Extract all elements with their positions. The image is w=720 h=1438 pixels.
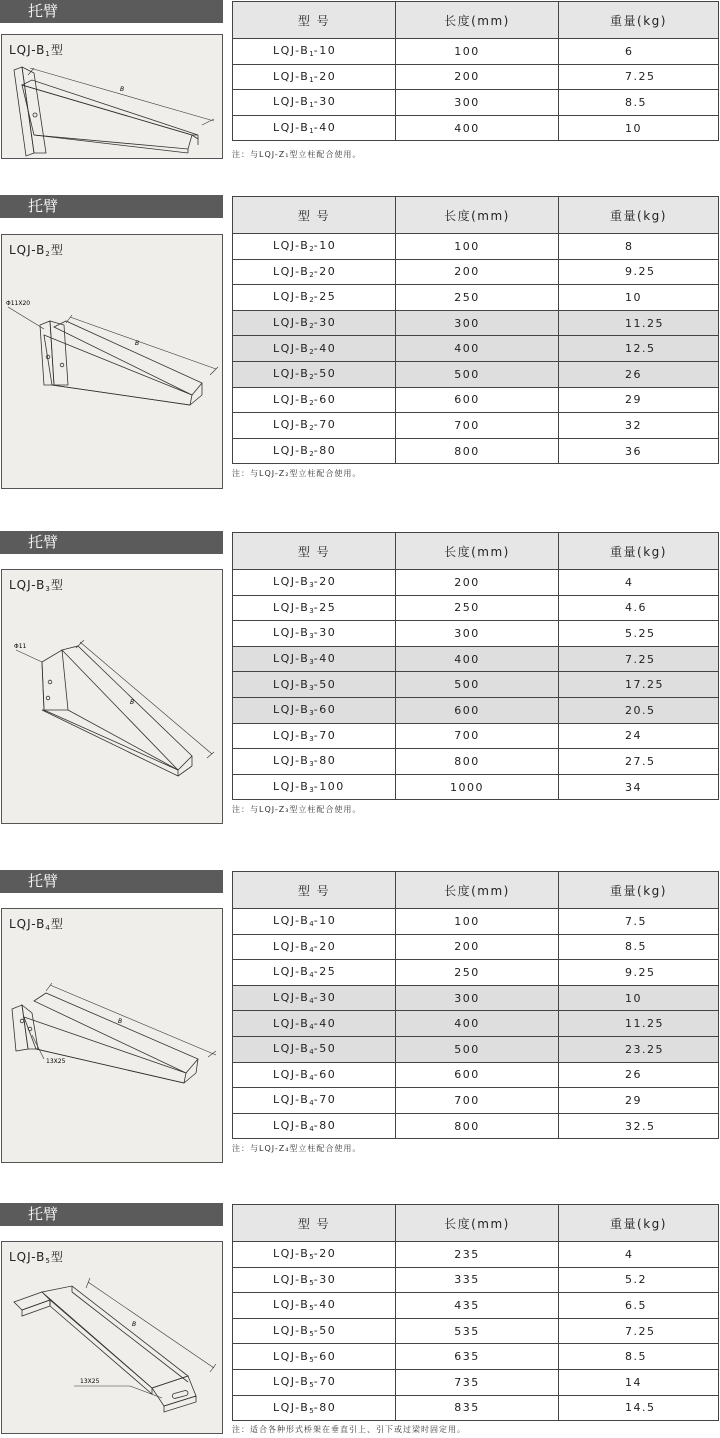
spec-table (232, 532, 719, 800)
cell-weight: 23.25 (559, 1036, 719, 1062)
cell-weight: 6 (559, 39, 719, 65)
table-row (233, 259, 719, 285)
cell-length: 200 (396, 259, 559, 285)
col-model: 型 号 (233, 872, 396, 909)
table-body (233, 570, 719, 800)
col-model: 型 号 (233, 533, 396, 570)
cell-weight: 14.5 (559, 1395, 719, 1421)
table-row (233, 934, 719, 960)
cell-model: LQJ-B5-20 (233, 1242, 396, 1268)
cell-length: 300 (396, 985, 559, 1011)
table-row (233, 1088, 719, 1114)
dim-label: B (130, 699, 135, 706)
figure-label: LQJ-$B_3$型 (9, 578, 64, 593)
table-body (233, 1242, 719, 1421)
cell-weight: 27.5 (559, 749, 719, 775)
cell-length: 1000 (396, 774, 559, 800)
cell-length: 400 (396, 1011, 559, 1037)
cell-weight: 11.25 (559, 1011, 719, 1037)
cell-weight: 26 (559, 1062, 719, 1088)
cell-model: LQJ-B2-40 (233, 336, 396, 362)
note-text: 注：与LQJ-Z₁型立柱配合使用。 (232, 150, 362, 159)
table-row (233, 774, 719, 800)
figure-label: LQJ-$B_4$型 (9, 917, 64, 932)
col-model: 型 号 (233, 197, 396, 234)
cell-weight: 8.5 (559, 1344, 719, 1370)
bracket-drawing (2, 570, 222, 823)
table-row (233, 595, 719, 621)
cell-length: 200 (396, 570, 559, 596)
col-weight: 重量(kg) (559, 2, 719, 39)
cell-weight: 14 (559, 1369, 719, 1395)
cell-weight: 7.25 (559, 1318, 719, 1344)
spec-table (232, 1, 719, 141)
cell-length: 500 (396, 361, 559, 387)
cell-weight: 9.25 (559, 259, 719, 285)
spec-table (232, 1204, 719, 1421)
col-length: 长度(mm) (396, 2, 559, 39)
spec-table (232, 871, 719, 1139)
section-header-tab: 托臂 (0, 1203, 223, 1226)
figure-panel (1, 234, 223, 489)
cell-length: 835 (396, 1395, 559, 1421)
cell-weight: 17.25 (559, 672, 719, 698)
cell-length: 335 (396, 1267, 559, 1293)
bracket-drawing (2, 235, 222, 488)
cell-model: LQJ-B4-70 (233, 1088, 396, 1114)
cell-weight: 36 (559, 438, 719, 464)
cell-model: LQJ-B3-60 (233, 697, 396, 723)
cell-model: LQJ-B4-30 (233, 985, 396, 1011)
cell-model: LQJ-B5-40 (233, 1293, 396, 1319)
cell-length: 235 (396, 1242, 559, 1268)
note-text: 注：与LQJ-Z₄型立柱配合使用。 (232, 1144, 362, 1153)
cell-length: 600 (396, 387, 559, 413)
cell-weight: 4 (559, 1242, 719, 1268)
cell-length: 435 (396, 1293, 559, 1319)
table-row (233, 64, 719, 90)
table-row (233, 672, 719, 698)
cell-weight: 6.5 (559, 1293, 719, 1319)
cell-model: LQJ-B1-30 (233, 90, 396, 116)
cell-weight: 5.2 (559, 1267, 719, 1293)
table-row (233, 1036, 719, 1062)
cell-weight: 8 (559, 234, 719, 260)
figure-panel (1, 34, 223, 159)
cell-model: LQJ-B2-50 (233, 361, 396, 387)
cell-length: 735 (396, 1369, 559, 1395)
cell-model: LQJ-B1-10 (233, 39, 396, 65)
cell-weight: 34 (559, 774, 719, 800)
cell-length: 250 (396, 595, 559, 621)
cell-weight: 29 (559, 1088, 719, 1114)
cell-model: LQJ-B5-70 (233, 1369, 396, 1395)
cell-model: LQJ-B2-30 (233, 310, 396, 336)
cell-length: 800 (396, 438, 559, 464)
cell-weight: 8.5 (559, 90, 719, 116)
cell-weight: 7.5 (559, 909, 719, 935)
table-row (233, 1011, 719, 1037)
cell-model: LQJ-B4-60 (233, 1062, 396, 1088)
section-header-tab: 托臂 (0, 0, 223, 23)
cell-length: 200 (396, 934, 559, 960)
cell-length: 100 (396, 909, 559, 935)
table-row (233, 570, 719, 596)
cell-model: LQJ-B4-25 (233, 960, 396, 986)
cell-weight: 20.5 (559, 697, 719, 723)
cell-model: LQJ-B3-40 (233, 646, 396, 672)
table-row (233, 234, 719, 260)
cell-length: 500 (396, 1036, 559, 1062)
table-row (233, 90, 719, 116)
cell-weight: 5.25 (559, 621, 719, 647)
section-header-tab: 托臂 (0, 531, 223, 554)
table-row (233, 1113, 719, 1139)
spec-table (232, 196, 719, 464)
table-row (233, 39, 719, 65)
cell-weight: 7.25 (559, 64, 719, 90)
cell-model: LQJ-B2-60 (233, 387, 396, 413)
table-header-row (233, 2, 719, 39)
cell-model: LQJ-B2-10 (233, 234, 396, 260)
cell-weight: 32.5 (559, 1113, 719, 1139)
table-row (233, 285, 719, 311)
cell-length: 700 (396, 1088, 559, 1114)
col-weight: 重量(kg) (559, 872, 719, 909)
cell-length: 400 (396, 336, 559, 362)
cell-model: LQJ-B3-20 (233, 570, 396, 596)
cell-weight: 29 (559, 387, 719, 413)
cell-model: LQJ-B4-10 (233, 909, 396, 935)
cell-model: LQJ-B4-20 (233, 934, 396, 960)
cell-model: LQJ-B3-100 (233, 774, 396, 800)
table-row (233, 310, 719, 336)
table-row (233, 723, 719, 749)
col-model: 型 号 (233, 1205, 396, 1242)
cell-model: LQJ-B3-80 (233, 749, 396, 775)
cell-weight: 4.6 (559, 595, 719, 621)
figure-label: LQJ-$B_1$型 (9, 43, 64, 58)
hole-label: 13X25 (80, 1378, 100, 1385)
figure-label: LQJ-$B_2$型 (9, 243, 64, 258)
table-row (233, 1395, 719, 1421)
cell-model: LQJ-B5-50 (233, 1318, 396, 1344)
table-header-row (233, 1205, 719, 1242)
cell-model: LQJ-B5-60 (233, 1344, 396, 1370)
figure-panel (1, 569, 223, 824)
table-row (233, 361, 719, 387)
col-length: 长度(mm) (396, 1205, 559, 1242)
col-length: 长度(mm) (396, 533, 559, 570)
cell-length: 300 (396, 310, 559, 336)
table-row (233, 336, 719, 362)
cell-length: 600 (396, 1062, 559, 1088)
table-row (233, 387, 719, 413)
section-header-tab: 托臂 (0, 195, 223, 218)
table-header-row (233, 533, 719, 570)
cell-weight: 11.25 (559, 310, 719, 336)
table-row (233, 115, 719, 141)
cell-length: 400 (396, 115, 559, 141)
table-body (233, 909, 719, 1139)
cell-model: LQJ-B3-70 (233, 723, 396, 749)
table-row (233, 1242, 719, 1268)
cell-model: LQJ-B1-20 (233, 64, 396, 90)
table-row (233, 985, 719, 1011)
cell-weight: 9.25 (559, 960, 719, 986)
note-text: 注：与LQJ-Z₃型立柱配合使用。 (232, 805, 362, 814)
cell-length: 400 (396, 646, 559, 672)
col-length: 长度(mm) (396, 197, 559, 234)
cell-weight: 24 (559, 723, 719, 749)
cell-length: 700 (396, 413, 559, 439)
col-weight: 重量(kg) (559, 533, 719, 570)
bracket-drawing (2, 35, 222, 158)
figure-label: LQJ-$B_5$型 (9, 1250, 64, 1265)
cell-model: LQJ-B3-50 (233, 672, 396, 698)
cell-length: 250 (396, 285, 559, 311)
note-text: 注：与LQJ-Z₂型立柱配合使用。 (232, 469, 362, 478)
section-header-tab: 托臂 (0, 870, 223, 893)
cell-weight: 10 (559, 985, 719, 1011)
cell-model: LQJ-B3-25 (233, 595, 396, 621)
cell-model: LQJ-B4-50 (233, 1036, 396, 1062)
cell-weight: 10 (559, 115, 719, 141)
cell-length: 535 (396, 1318, 559, 1344)
cell-length: 100 (396, 39, 559, 65)
col-weight: 重量(kg) (559, 1205, 719, 1242)
cell-model: LQJ-B4-40 (233, 1011, 396, 1037)
table-row (233, 621, 719, 647)
cell-weight: 12.5 (559, 336, 719, 362)
col-model: 型 号 (233, 2, 396, 39)
bracket-drawing (2, 909, 222, 1162)
table-row (233, 1318, 719, 1344)
cell-weight: 4 (559, 570, 719, 596)
table-row (233, 438, 719, 464)
cell-model: LQJ-B3-30 (233, 621, 396, 647)
hole-label: Φ11 (14, 643, 27, 650)
cell-length: 800 (396, 749, 559, 775)
cell-model: LQJ-B5-80 (233, 1395, 396, 1421)
bracket-drawing (2, 1242, 222, 1433)
cell-weight: 10 (559, 285, 719, 311)
cell-length: 800 (396, 1113, 559, 1139)
cell-weight: 8.5 (559, 934, 719, 960)
col-length: 长度(mm) (396, 872, 559, 909)
table-row (233, 1062, 719, 1088)
table-body (233, 39, 719, 141)
cell-weight: 26 (559, 361, 719, 387)
figure-panel (1, 1241, 223, 1434)
table-row (233, 749, 719, 775)
cell-weight: 32 (559, 413, 719, 439)
cell-model: LQJ-B2-25 (233, 285, 396, 311)
table-row (233, 960, 719, 986)
cell-weight: 7.25 (559, 646, 719, 672)
note-text: 注：适合各种形式桥架在垂直引上、引下或过梁时固定用。 (232, 1425, 466, 1434)
cell-length: 200 (396, 64, 559, 90)
cell-model: LQJ-B4-80 (233, 1113, 396, 1139)
cell-model: LQJ-B2-20 (233, 259, 396, 285)
cell-length: 635 (396, 1344, 559, 1370)
cell-length: 600 (396, 697, 559, 723)
cell-length: 700 (396, 723, 559, 749)
cell-length: 300 (396, 90, 559, 116)
dim-label: B (118, 1018, 123, 1025)
hole-label: 13X25 (46, 1058, 66, 1065)
cell-model: LQJ-B5-30 (233, 1267, 396, 1293)
table-row (233, 1293, 719, 1319)
table-row (233, 697, 719, 723)
dim-label: B (135, 340, 140, 347)
dim-label: B (132, 1321, 137, 1328)
table-header-row (233, 872, 719, 909)
cell-model: LQJ-B2-70 (233, 413, 396, 439)
cell-model: LQJ-B1-40 (233, 115, 396, 141)
table-body (233, 234, 719, 464)
cell-length: 500 (396, 672, 559, 698)
table-row (233, 413, 719, 439)
dim-label: B (120, 86, 125, 93)
col-weight: 重量(kg) (559, 197, 719, 234)
cell-model: LQJ-B2-80 (233, 438, 396, 464)
table-row (233, 1344, 719, 1370)
table-header-row (233, 197, 719, 234)
table-row (233, 1267, 719, 1293)
figure-panel (1, 908, 223, 1163)
hole-label: Φ11X20 (6, 300, 31, 307)
cell-length: 100 (396, 234, 559, 260)
cell-length: 250 (396, 960, 559, 986)
cell-length: 300 (396, 621, 559, 647)
table-row (233, 1369, 719, 1395)
table-row (233, 909, 719, 935)
table-row (233, 646, 719, 672)
